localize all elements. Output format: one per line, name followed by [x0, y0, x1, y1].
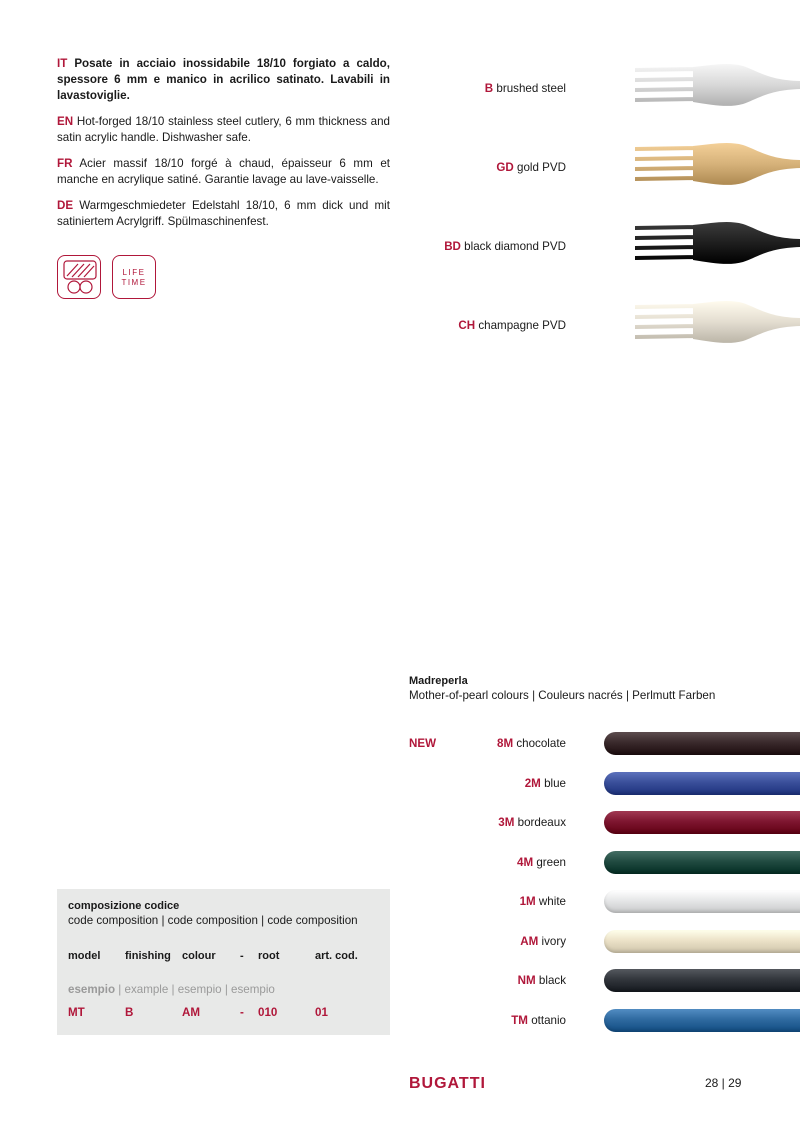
lifetime-text — [113, 268, 155, 288]
colour-label-1m — [520, 895, 566, 908]
description-it — [57, 56, 390, 104]
madreperla-subtitle: Mother-of-pearl colours | Couleurs nacrés | Perlmutt Farben — [409, 689, 716, 702]
header-model: model — [68, 950, 101, 962]
colour-name: chocolate — [516, 737, 566, 750]
handle-swatch-blue — [604, 772, 800, 795]
finish-label-ch — [458, 319, 566, 332]
code-composition-subtitle: code composition | code composition | code composition — [68, 914, 358, 927]
description-block — [57, 56, 390, 240]
handle-swatch-chocolate — [604, 732, 800, 755]
colour-code: 3M — [498, 816, 515, 829]
finish-name: brushed steel — [496, 82, 566, 95]
handle-swatch-ottanio — [604, 1009, 800, 1032]
fork-shape — [635, 143, 800, 185]
colour-name: blue — [544, 777, 566, 790]
example-art-cod: 01 — [315, 1006, 328, 1019]
example-label — [68, 983, 275, 996]
fork-shape — [635, 222, 800, 264]
description-text-en: Hot-forged 18/10 stainless steel cutlery, 6 mm thickness and satin acrylic handle. Dishwasher safe. — [57, 115, 390, 144]
finish-code: GD — [496, 161, 514, 174]
lang-code-en: EN — [57, 115, 74, 128]
page-numbers: 28 | 29 — [705, 1076, 742, 1090]
fork-champagne-pvd — [633, 297, 800, 347]
finish-name: gold PVD — [517, 161, 566, 174]
fork-black-diamond-pvd — [633, 218, 800, 268]
fork-brushed-steel — [633, 60, 800, 110]
description-fr — [57, 156, 390, 188]
example-root: 010 — [258, 1006, 278, 1019]
finish-code: CH — [458, 319, 476, 332]
description-de — [57, 198, 390, 230]
handle-swatch-ivory — [604, 930, 800, 953]
colour-code: TM — [511, 1014, 528, 1027]
code-composition-title: composizione codice — [68, 900, 180, 912]
colour-code: 1M — [519, 895, 536, 908]
handle-swatch-bordeaux — [604, 811, 800, 834]
lang-code-it: IT — [57, 57, 68, 70]
lifetime-line2: TIME — [121, 278, 147, 287]
header-colour: colour — [182, 950, 216, 962]
example-finishing: B — [125, 1006, 134, 1019]
lifetime-icon — [112, 255, 156, 299]
colour-name: black — [538, 974, 566, 987]
example-label-main: esempio — [68, 983, 116, 996]
handle-swatch-black — [604, 969, 800, 992]
handle-swatch-green — [604, 851, 800, 874]
description-en — [57, 114, 390, 146]
finish-label-gd — [496, 161, 566, 174]
colour-name: ivory — [541, 935, 566, 948]
colour-code: AM — [520, 935, 539, 948]
example-label-rest: | example | esempio | esempio — [115, 983, 275, 996]
finish-code: BD — [444, 240, 461, 253]
finish-name: black diamond PVD — [464, 240, 566, 253]
example-model: MT — [68, 1006, 85, 1019]
header-art-cod: art. cod. — [315, 950, 358, 962]
colour-code: NM — [517, 974, 536, 987]
example-colour: AM — [182, 1006, 201, 1019]
lang-code-fr: FR — [57, 157, 73, 170]
fork-shape — [635, 301, 800, 343]
colour-label-tm — [511, 1014, 566, 1027]
dishwasher-icon — [57, 255, 101, 299]
colour-code: 8M — [497, 737, 514, 750]
colour-code: 2M — [524, 777, 541, 790]
colour-name: white — [538, 895, 566, 908]
colour-label-2m — [525, 777, 566, 790]
finish-label-bd — [444, 240, 566, 253]
colour-name: bordeaux — [517, 816, 566, 829]
colour-label-nm — [518, 974, 566, 987]
handle-swatch-white — [604, 890, 800, 913]
colour-code: 4M — [517, 856, 534, 869]
example-dash: - — [240, 1006, 244, 1019]
description-text-it: Posate in acciaio inossidabile 18/10 forgiato a caldo, spessore 6 mm e manico in acrilico satinato. Lavabili in lavastoviglie. — [57, 57, 390, 102]
fork-gold-pvd — [633, 139, 800, 189]
header-dash: - — [240, 950, 244, 962]
header-root: root — [258, 950, 280, 962]
madreperla-title: Madreperla — [409, 675, 468, 687]
colour-name: green — [536, 856, 566, 869]
colour-label-am — [520, 935, 566, 948]
colour-label-3m — [498, 816, 566, 829]
description-text-fr: Acier massif 18/10 forgé à chaud, épaisseur 6 mm et manche en acrylique satiné. Garantie lavage au lave-vaisselle. — [57, 157, 390, 186]
description-text-de: Warmgeschmiedeter Edelstahl 18/10, 6 mm dick und mit satiniertem Acrylgriff. Spülmaschinenfest. — [57, 199, 390, 228]
new-badge: NEW — [409, 737, 437, 750]
header-finishing: finishing — [125, 950, 171, 962]
brand-logo: BUGATTI — [409, 1075, 486, 1092]
colour-label-4m — [517, 856, 566, 869]
finish-code: B — [484, 82, 494, 95]
colour-name: ottanio — [531, 1014, 566, 1027]
lang-code-de: DE — [57, 199, 74, 212]
finish-name: champagne PVD — [478, 319, 566, 332]
code-composition-box — [57, 889, 390, 1035]
lifetime-line1: LIFE — [122, 268, 146, 277]
finish-label-b — [485, 82, 566, 95]
colour-label-8m — [497, 737, 566, 750]
fork-shape — [635, 64, 800, 106]
